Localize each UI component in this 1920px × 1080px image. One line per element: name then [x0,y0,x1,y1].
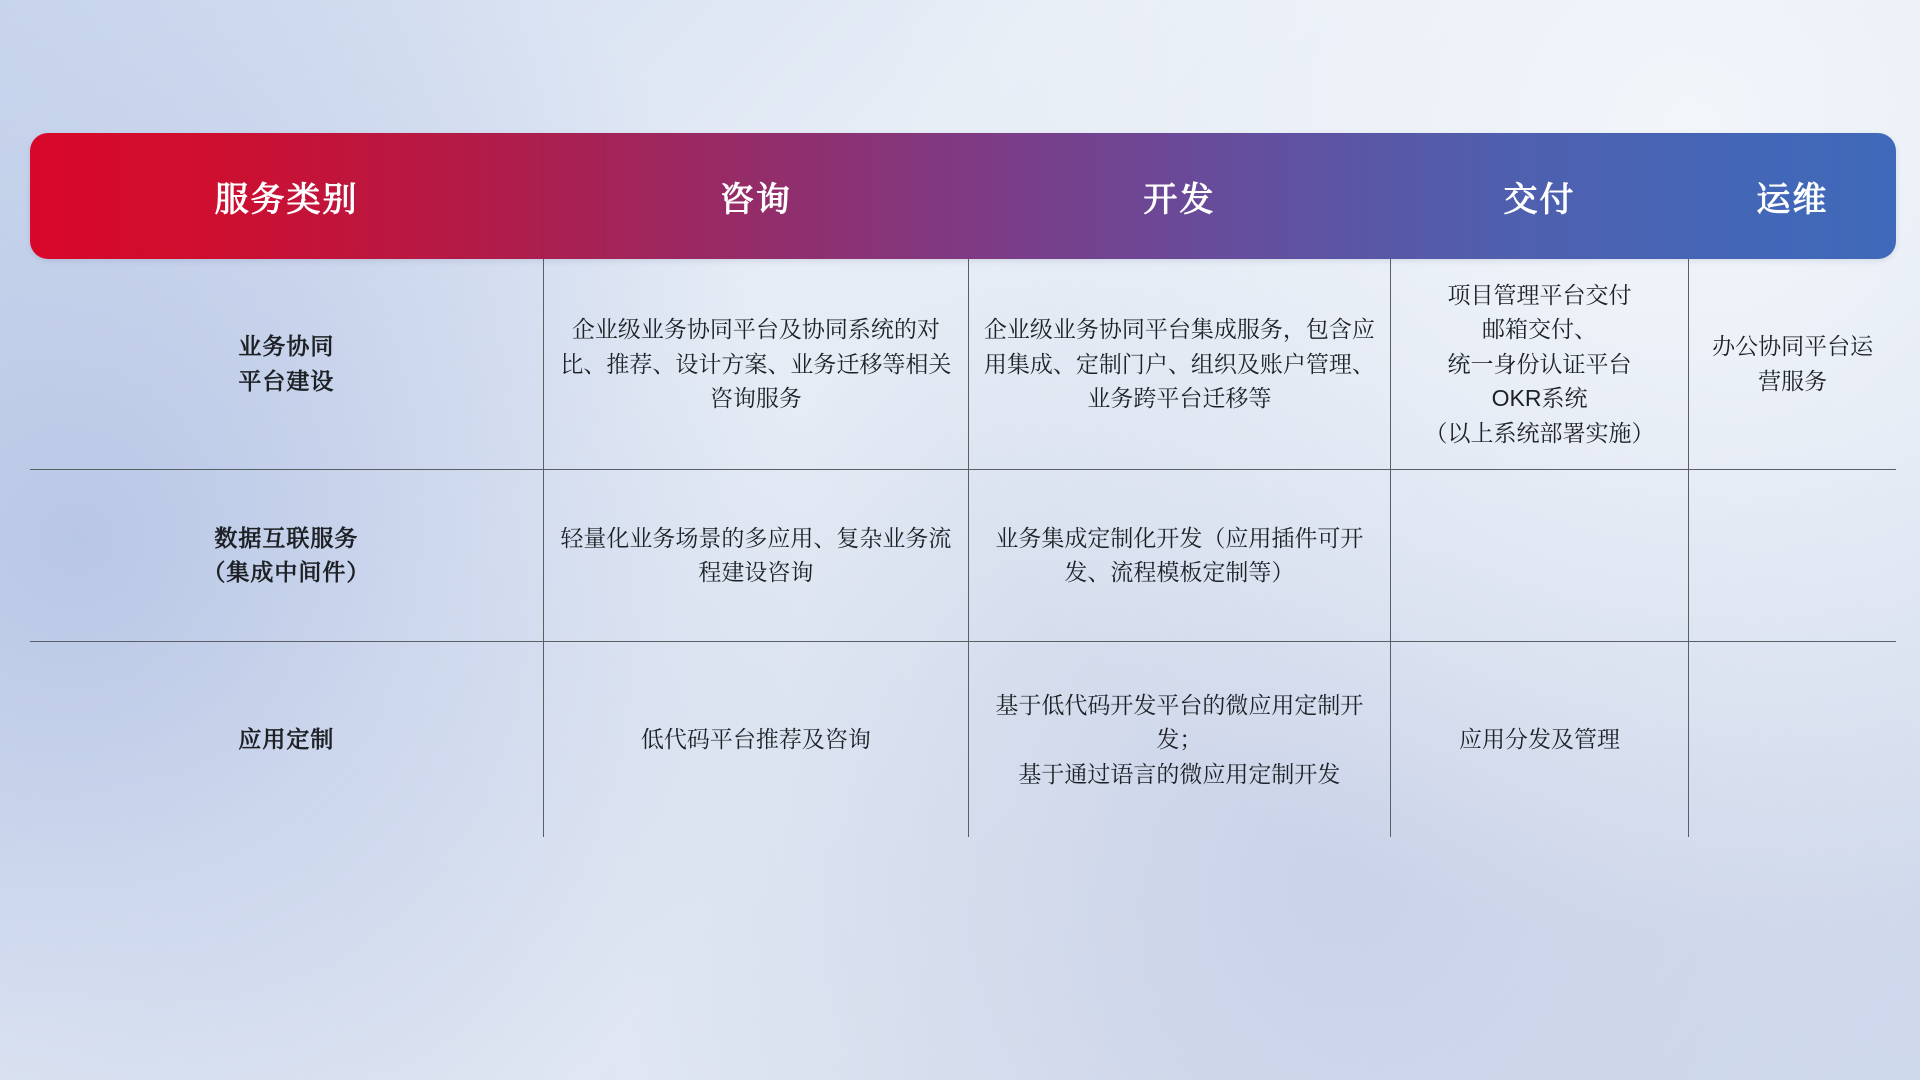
table-header-operations: 运维 [1756,180,1829,219]
row-category-label: 应用定制 [30,641,543,837]
cell-delivery-line-5: （以上系统部署实施） [1424,419,1655,446]
row-category-label [30,469,543,641]
category-line-1: 数据互联服务 [214,524,359,551]
cell-development: 企业级业务协同平台集成服务，包含应用集成、定制门户、组织及账户管理、业务跨平台迁移等 [969,259,1391,469]
table-header-service-category: 服务类别 [214,180,359,219]
table-header-consulting: 咨询 [719,180,792,219]
cell-consulting: 企业级业务协同平台及协同系统的对比、推荐、设计方案、业务迁移等相关咨询服务 [543,259,968,469]
cell-delivery-line-4: OKR系统 [1491,385,1588,411]
category-line-2: （集成中间件） [202,559,371,585]
cell-consulting: 轻量化业务场景的多应用、复杂业务流程建设咨询 [543,469,968,641]
cell-operations [1689,469,1896,641]
cell-development-line-2: 基于通过语言的微应用定制开发 [1018,760,1341,787]
category-line-2: 平台建设 [238,367,335,394]
cell-operations: 办公协同平台运营服务 [1689,259,1896,469]
table-row [30,641,1896,837]
row-category-label [30,259,543,469]
service-matrix-table [30,133,1896,837]
table-body [30,259,1896,837]
cell-delivery-line-2: 邮箱交付、 [1482,316,1598,342]
cell-consulting: 低代码平台推荐及咨询 [543,641,968,837]
table-header-delivery: 交付 [1503,180,1576,219]
category-line-1: 业务协同 [238,333,335,360]
cell-development [969,641,1391,837]
cell-delivery [1390,259,1689,469]
table-header-development: 开发 [1143,180,1216,219]
cell-development: 业务集成定制化开发（应用插件可开发、流程模板定制等） [969,469,1391,641]
cell-delivery: 应用分发及管理 [1390,641,1689,837]
cell-development-line-1: 基于低代码开发平台的微应用定制开发； [995,691,1364,752]
table-header-band [30,133,1896,259]
cell-delivery-line-1: 项目管理平台交付 [1447,281,1632,308]
cell-delivery [1390,469,1689,641]
cell-operations [1689,641,1896,837]
table-row [30,469,1896,641]
table-row [30,259,1896,469]
cell-delivery-line-3: 统一身份认证平台 [1447,350,1632,377]
